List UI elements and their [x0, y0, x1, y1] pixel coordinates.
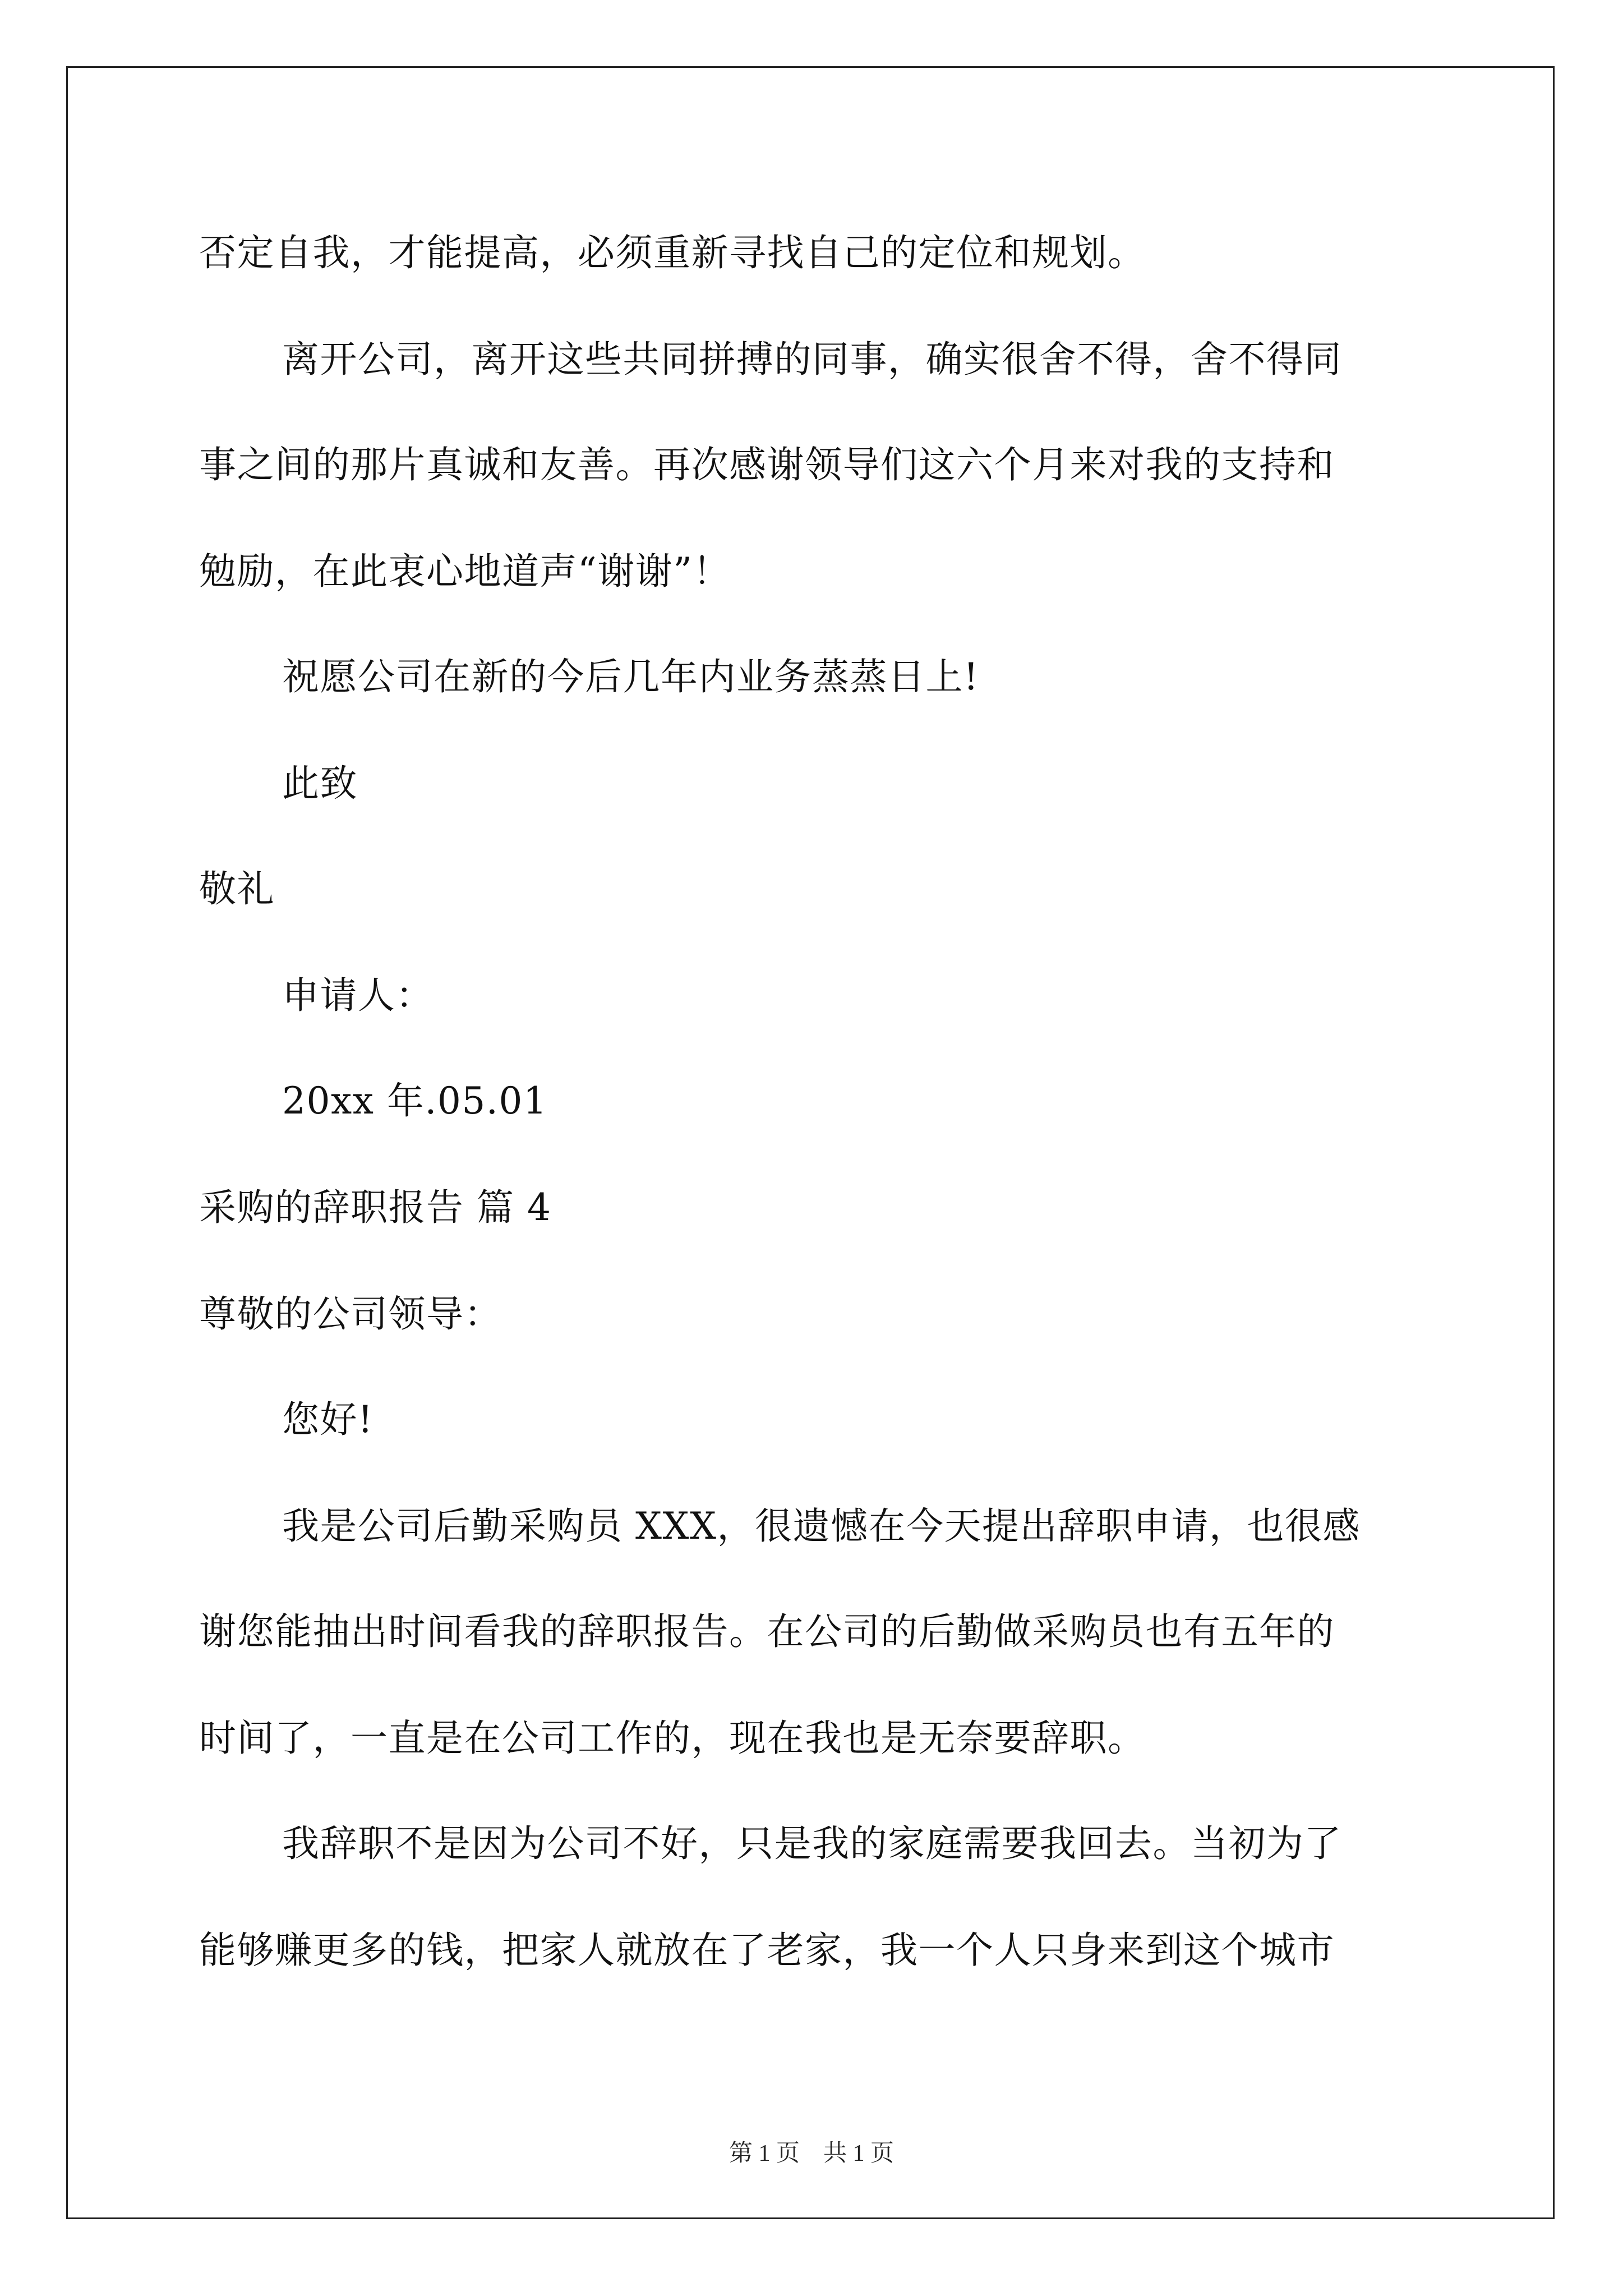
text-line: 勉励，在此衷心地道声“谢谢”！: [199, 550, 731, 593]
text-line: 否定自我，才能提高，必须重新寻找自己的定位和规划。: [199, 231, 1146, 274]
text-line: 祝愿公司在新的今后几年内业务蒸蒸日上!: [282, 655, 980, 698]
greeting-hello: 您好!: [282, 1398, 374, 1441]
closing-phrase: 此致: [282, 762, 358, 805]
text-line: 谢您能抽出时间看我的辞职报告。在公司的后勤做采购员也有五年的: [199, 1610, 1335, 1653]
text-line: 能够赚更多的钱，把家人就放在了老家，我一个人只身来到这个城市: [199, 1929, 1335, 1972]
page-footer: 第 1 页 共 1 页: [728, 2141, 894, 2166]
text-line: 时间了，一直是在公司工作的，现在我也是无奈要辞职。: [199, 1717, 1146, 1760]
page-border: [66, 66, 1555, 2219]
salutation-end: 敬礼: [199, 867, 275, 910]
text-line: 我是公司后勤采购员 XXX，很遗憾在今天提出辞职申请，也很感: [282, 1504, 1361, 1548]
text-line: 事之间的那片真诚和友善。再次感谢领导们这六个月来对我的支持和: [199, 443, 1335, 486]
applicant-label: 申请人：: [282, 974, 434, 1017]
text-line: 我辞职不是因为公司不好，只是我的家庭需要我回去。当初为了: [282, 1822, 1342, 1865]
date-line: 20xx 年.05.01: [282, 1079, 548, 1122]
greeting: 尊敬的公司领导：: [199, 1292, 502, 1336]
section-heading: 采购的辞职报告 篇 4: [199, 1186, 552, 1229]
text-line: 离开公司，离开这些共同拼搏的同事，确实很舍不得，舍不得同: [282, 338, 1342, 381]
